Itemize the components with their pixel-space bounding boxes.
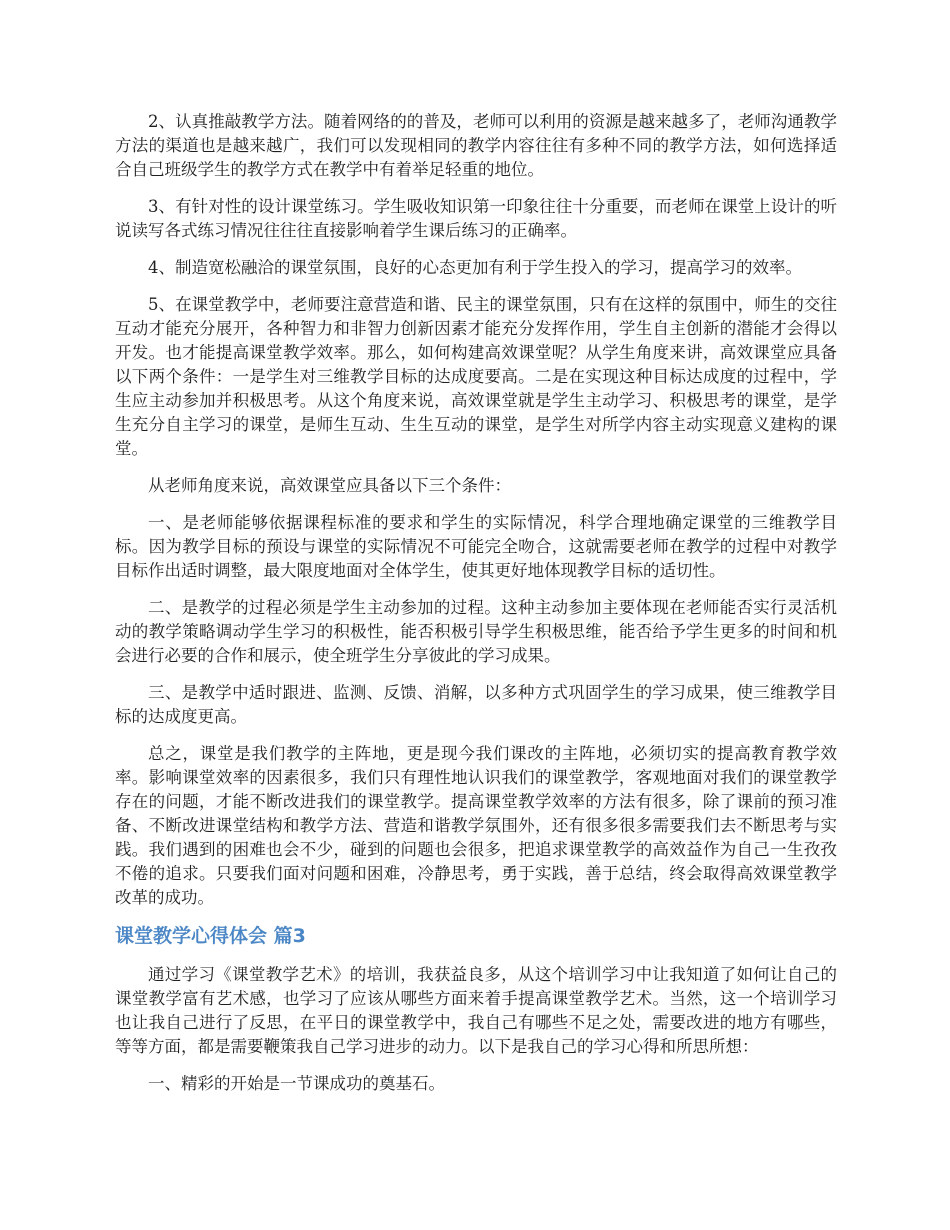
paragraph-condition-two: 二、是教学的过程必须是学生主动参加的过程。这种主动参加主要体现在老师能否实行灵活机动的教学策略调动学生学习的积极性，能否积极引导学生积极思维，能否给予学生更多的时间和机会进行必要的合作和展示，使全班学生分享彼此的学习成果。 [115, 598, 837, 665]
paragraph-atmosphere: 4、制造宽松融洽的课堂氛围，良好的心态更加有利于学生投入的学习，提高学习的效率。 [148, 258, 802, 277]
paragraph-method: 2、认真推敲教学方法。随着网络的的普及，老师可以利用的资源是越来越多了，老师沟通教学方法的渠道也是越来越广，我们可以发现相同的教学内容往往有多种不同的教学方法，如何选择适合自己班级学生的教学方式在教学中有着举足轻重的地位。 [115, 112, 837, 179]
document-page [115, 110, 837, 1109]
section-heading: 课堂教学心得体会 篇3 [115, 925, 306, 947]
paragraph-point-one: 一、精彩的开始是一节课成功的奠基石。 [148, 1074, 445, 1093]
paragraph-teacher-perspective: 从老师角度来说，高效课堂应具备以下三个条件： [148, 476, 511, 495]
paragraph-classroom: 5、在课堂教学中，老师要注意营造和谐、民主的课堂氛围，只有在这样的氛围中，师生的交往互动才能充分展开，各种智力和非智力创新因素才能充分发挥作用，学生自主创新的潜能才会得以开发。也才能提高课堂教学效率。那么，如何构建高效课堂呢？从学生角度来讲，高效课堂应具备以下两个条件：一是学生对三维教学目标的达成度要高。二是在实现这种目标达成度的过程中，学生应主动参加并积极思考。从这个角度来说，高效课堂就是学生主动学习、积极思考的课堂，是学生充分自主学习的课堂，是师生互动、生生互动的课堂，是学生对所学内容主动实现意义建构的课堂。 [115, 295, 837, 458]
paragraph-condition-three: 三、是教学中适时跟进、监测、反馈、消解，以多种方式巩固学生的学习成果，使三维教学目标的达成度更高。 [115, 683, 837, 726]
paragraph-exercise: 3、有针对性的设计课堂练习。学生吸收知识第一印象往往十分重要，而老师在课堂上设计的听说读写各式练习情况往往往直接影响着学生课后练习的正确率。 [115, 197, 837, 240]
paragraph-summary: 总之，课堂是我们教学的主阵地，更是现今我们课改的主阵地，必须切实的提高教育教学效率。影响课堂效率的因素很多，我们只有理性地认识我们的课堂教学，客观地面对我们的课堂教学存在的问题，才能不断改进我们的课堂教学。提高课堂教学效率的方法有很多，除了课前的预习准备、不断改进课堂结构和教学方法、营造和谐教学氛围外，还有很多很多需要我们去不断思考与实践。我们遇到的困难也会不少，碰到的问题也会很多，把追求课堂教学的高效益作为自己一生孜孜不倦的追求。只要我们面对问题和困难，冷静思考，勇于实践，善于总结，终会取得高效课堂教学改革的成功。 [115, 744, 837, 907]
paragraph-condition-one: 一、是老师能够依据课程标准的要求和学生的实际情况，科学合理地确定课堂的三维教学目标。因为教学目标的预设与课堂的实际情况不可能完全吻合，这就需要老师在教学的过程中对教学目标作出适时调整，最大限度地面对全体学生，使其更好地体现教学目标的适切性。 [115, 513, 837, 580]
paragraph-training-intro: 通过学习《课堂教学艺术》的培训，我获益良多，从这个培训学习中让我知道了如何让自己的课堂教学富有艺术感，也学习了应该从哪些方面来着手提高课堂教学艺术。当然，这一个培训学习也让我自己进行了反思，在平日的课堂教学中，我自己有哪些不足之处，需要改进的地方有哪些，等等方面，都是需要鞭策我自己学习进步的动力。以下是我自己的学习心得和所思所想： [115, 965, 837, 1056]
